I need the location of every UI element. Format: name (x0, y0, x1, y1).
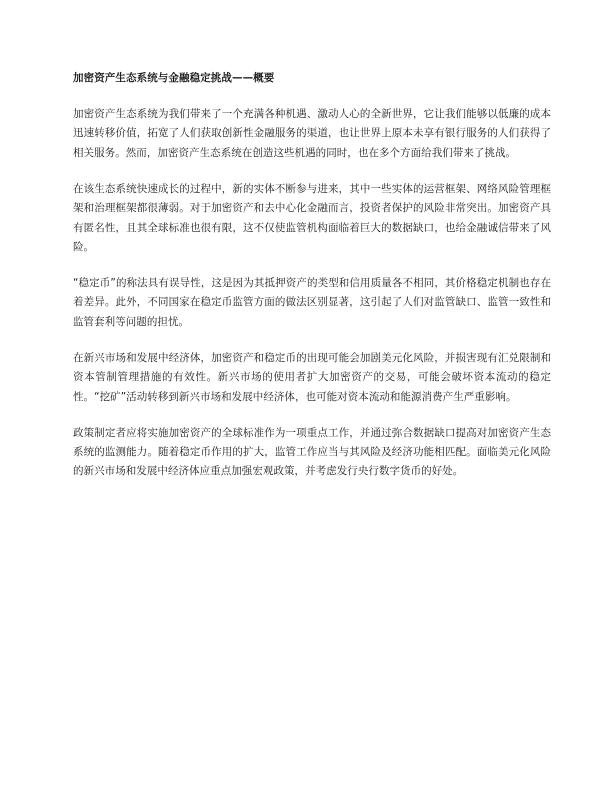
document-title: 加密资产生态系统与金融稳定挑战——概要 (73, 72, 275, 84)
paragraph-policy: 政策制定者应将实施加密资产的全球标准作为一项重点工作，并通过弥合数据缺口提高对加密资产生态系统的监测能力。随着稳定币作用的扩大，监管工作应当与其风险及经济功能相匹配。面临美元化风险的新兴市场和发展中经济体应重点加强宏观政策，并考虑发行央行数字货币的好处。 (73, 426, 551, 478)
paragraph-risks: 在该生态系统快速成长的过程中，新的实体不断参与进来，其中一些实体的运营框架、网络风险管理框架和治理框架都很薄弱。对于加密资产和去中心化金融而言，投资者保护的风险非常突出。加密资产具有匿名性，且其全球标准也很有限，这不仅使监管机构面临着巨大的数据缺口，也给金融诚信带来了风险。 (73, 182, 551, 254)
paragraph-emerging-markets: 在新兴市场和发展中经济体，加密资产和稳定币的出现可能会加剧美元化风险，并损害现有汇兑限制和资本管制管理措施的有效性。新兴市场的使用者扩大加密资产的交易，可能会破坏资本流动的稳定性。“挖矿”活动转移到新兴市场和发展中经济体，也可能对资本流动和能源消费产生严重影响。 (73, 351, 551, 403)
paragraph-stablecoins: “稳定币”的称法具有误导性，这是因为其抵押资产的类型和信用质量各不相同，其价格稳定机制也存在着差异。此外，不同国家在稳定币监管方面的做法区别显著，这引起了人们对监管缺口、监管一致性和监管套利等问题的担忧。 (73, 277, 551, 328)
document-body (73, 70, 551, 498)
paragraph-intro: 加密资产生态系统为我们带来了一个充满各种机遇、激动人心的全新世界，它让我们能够以低廉的成本迅速转移价值，拓宽了人们获取创新性金融服务的渠道，也让世界上原本未享有银行服务的人们获得了相关服务。然而，加密资产生态系统在创造这些机遇的同时，也在多个方面给我们带来了挑战。 (73, 108, 551, 159)
